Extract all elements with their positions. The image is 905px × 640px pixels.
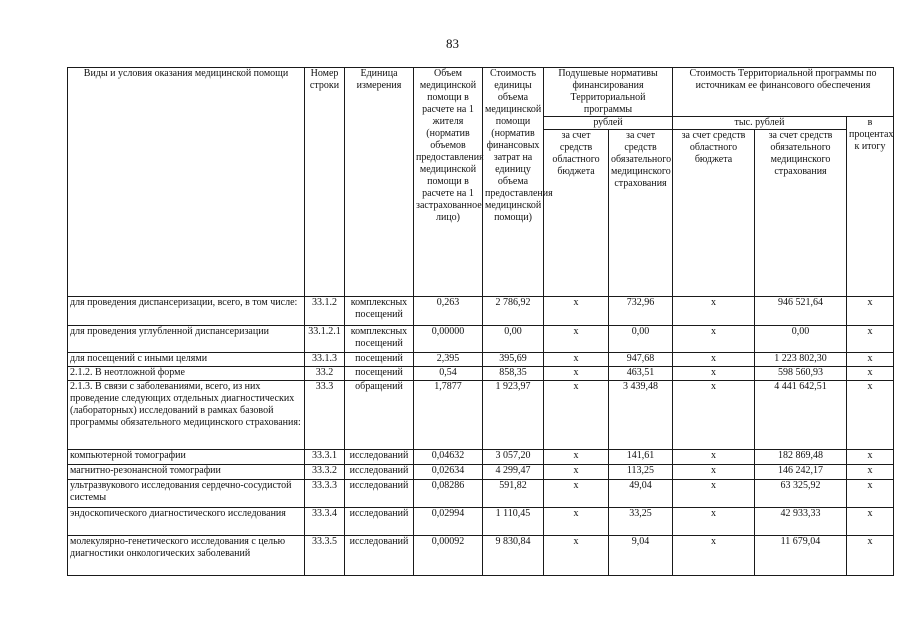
header-cost: Стоимость единицы объема медицинской помощи (норматив финансовых затрат на единицу объема предоставления медицинской помощи) <box>483 68 544 297</box>
row-pc-oms: 113,25 <box>609 465 673 480</box>
row-number: 33.3.1 <box>305 450 345 465</box>
row-number: 33.2 <box>305 367 345 381</box>
row-pc-oms: 33,25 <box>609 508 673 536</box>
row-tc-oms: 4 441 642,51 <box>755 381 847 450</box>
row-percent: х <box>847 297 894 326</box>
row-name: для проведения углубленной диспансеризации <box>68 326 305 353</box>
row-tc-oms: 1 223 802,30 <box>755 353 847 367</box>
row-volume: 0,54 <box>414 367 483 381</box>
header-thousand-rubles: тыс. рублей <box>673 117 847 130</box>
row-tc-budget: х <box>673 465 755 480</box>
row-volume: 0,02634 <box>414 465 483 480</box>
row-percent: х <box>847 508 894 536</box>
row-pc-budget: х <box>544 480 609 508</box>
row-percent: х <box>847 326 894 353</box>
row-name: 2.1.2. В неотложной форме <box>68 367 305 381</box>
table-row <box>68 326 894 353</box>
row-tc-oms: 146 242,17 <box>755 465 847 480</box>
row-cost: 858,35 <box>483 367 544 381</box>
header-rubles: рублей <box>544 117 673 130</box>
row-name: компьютерной томографии <box>68 450 305 465</box>
row-tc-oms: 0,00 <box>755 326 847 353</box>
row-pc-oms: 49,04 <box>609 480 673 508</box>
row-tc-oms: 946 521,64 <box>755 297 847 326</box>
row-number: 33.3.2 <box>305 465 345 480</box>
row-pc-oms: 9,04 <box>609 536 673 576</box>
row-number: 33.1.2 <box>305 297 345 326</box>
row-unit: исследований <box>345 465 414 480</box>
financing-table <box>67 67 894 576</box>
row-pc-oms: 463,51 <box>609 367 673 381</box>
row-cost: 1 923,97 <box>483 381 544 450</box>
row-pc-budget: х <box>544 450 609 465</box>
row-tc-oms: 42 933,33 <box>755 508 847 536</box>
row-tc-budget: х <box>673 508 755 536</box>
row-pc-budget: х <box>544 536 609 576</box>
header-pc-budget: за счет средств областного бюджета <box>544 130 609 297</box>
row-tc-budget: х <box>673 367 755 381</box>
row-unit: исследований <box>345 508 414 536</box>
header-program-cost: Стоимость Территориальной программы по источникам ее финансового обеспечения <box>673 68 894 117</box>
row-name: магнитно-резонансной томографии <box>68 465 305 480</box>
table-row <box>68 508 894 536</box>
table-row <box>68 381 894 450</box>
header-percent: в процентах к итогу <box>847 117 894 297</box>
row-name: молекулярно-генетического исследования с целью диагностики онкологических заболеваний <box>68 536 305 576</box>
row-pc-budget: х <box>544 297 609 326</box>
row-unit: посещений <box>345 367 414 381</box>
header-volume: Объем медицинской помощи в расчете на 1 жителя (норматив объемов предоставления медицинской помощи в расчете на 1 застрахованное лицо) <box>414 68 483 297</box>
row-unit: посещений <box>345 353 414 367</box>
row-tc-budget: х <box>673 450 755 465</box>
row-percent: х <box>847 465 894 480</box>
row-tc-budget: х <box>673 536 755 576</box>
row-tc-budget: х <box>673 381 755 450</box>
row-pc-budget: х <box>544 367 609 381</box>
row-percent: х <box>847 480 894 508</box>
row-number: 33.3 <box>305 381 345 450</box>
header-tc-budget: за счет средств областного бюджета <box>673 130 755 297</box>
page-number: 83 <box>446 36 459 51</box>
row-name: для проведения диспансеризации, всего, в том числе: <box>68 297 305 326</box>
row-tc-oms: 598 560,93 <box>755 367 847 381</box>
table-row <box>68 536 894 576</box>
header-per-capita: Подушевые нормативы финансирования Территориальной программы <box>544 68 673 117</box>
row-tc-oms: 182 869,48 <box>755 450 847 465</box>
row-pc-oms: 141,61 <box>609 450 673 465</box>
row-unit: исследований <box>345 450 414 465</box>
table-row <box>68 297 894 326</box>
table-row <box>68 367 894 381</box>
row-number: 33.3.4 <box>305 508 345 536</box>
row-number: 33.1.3 <box>305 353 345 367</box>
row-volume: 0,04632 <box>414 450 483 465</box>
row-tc-budget: х <box>673 353 755 367</box>
row-name: 2.1.3. В связи с заболеваниями, всего, из них проведение следующих отдельных диагностических (лабораторных) исследований в рамках базовой программы обязательного медицинского страхования: <box>68 381 305 450</box>
row-unit: исследований <box>345 536 414 576</box>
header-unit: Единица измерения <box>345 68 414 297</box>
row-number: 33.1.2.1 <box>305 326 345 353</box>
row-tc-oms: 11 679,04 <box>755 536 847 576</box>
row-cost: 591,82 <box>483 480 544 508</box>
table-row <box>68 450 894 465</box>
header-kind: Виды и условия оказания медицинской помощи <box>68 68 305 297</box>
row-cost: 1 110,45 <box>483 508 544 536</box>
row-name: ультразвукового исследования сердечно-сосудистой системы <box>68 480 305 508</box>
row-unit: комплексных посещений <box>345 326 414 353</box>
row-volume: 0,08286 <box>414 480 483 508</box>
row-volume: 0,00000 <box>414 326 483 353</box>
row-cost: 4 299,47 <box>483 465 544 480</box>
row-volume: 0,02994 <box>414 508 483 536</box>
row-cost: 395,69 <box>483 353 544 367</box>
row-pc-budget: х <box>544 381 609 450</box>
row-pc-budget: х <box>544 508 609 536</box>
row-tc-budget: х <box>673 326 755 353</box>
row-percent: х <box>847 536 894 576</box>
row-tc-oms: 63 325,92 <box>755 480 847 508</box>
row-unit: исследований <box>345 480 414 508</box>
row-number: 33.3.3 <box>305 480 345 508</box>
table-row <box>68 480 894 508</box>
row-percent: х <box>847 353 894 367</box>
row-pc-budget: х <box>544 353 609 367</box>
row-percent: х <box>847 381 894 450</box>
row-pc-oms: 732,96 <box>609 297 673 326</box>
row-volume: 1,7877 <box>414 381 483 450</box>
row-pc-oms: 0,00 <box>609 326 673 353</box>
row-percent: х <box>847 367 894 381</box>
row-cost: 9 830,84 <box>483 536 544 576</box>
row-volume: 2,395 <box>414 353 483 367</box>
row-tc-budget: х <box>673 480 755 508</box>
row-percent: х <box>847 450 894 465</box>
row-unit: обращений <box>345 381 414 450</box>
table-row <box>68 465 894 480</box>
row-volume: 0,00092 <box>414 536 483 576</box>
row-tc-budget: х <box>673 297 755 326</box>
header-tc-oms: за счет средств обязательного медицинского страхования <box>755 130 847 297</box>
row-cost: 2 786,92 <box>483 297 544 326</box>
row-cost: 3 057,20 <box>483 450 544 465</box>
row-pc-budget: х <box>544 465 609 480</box>
row-pc-oms: 3 439,48 <box>609 381 673 450</box>
row-pc-budget: х <box>544 326 609 353</box>
row-name: эндоскопического диагностического исследования <box>68 508 305 536</box>
header-row-number: Номер строки <box>305 68 345 297</box>
row-name: для посещений с иными целями <box>68 353 305 367</box>
header-pc-oms: за счет средств обязательного медицинского страхования <box>609 130 673 297</box>
row-number: 33.3.5 <box>305 536 345 576</box>
row-unit: комплексных посещений <box>345 297 414 326</box>
row-cost: 0,00 <box>483 326 544 353</box>
row-pc-oms: 947,68 <box>609 353 673 367</box>
row-volume: 0,263 <box>414 297 483 326</box>
table-row <box>68 353 894 367</box>
